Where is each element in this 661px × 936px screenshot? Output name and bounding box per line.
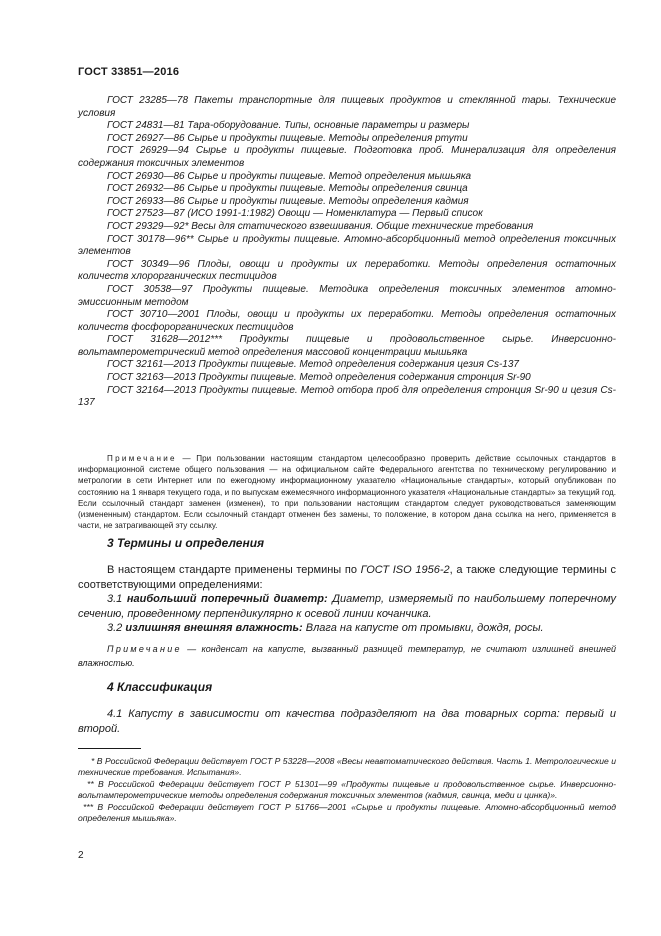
- footnote: * В Российской Федерации действует ГОСТ Р 53228—2008 «Весы неавтоматического действия. Часть 1. Метрологические и технические требования. Испытания».: [78, 756, 616, 778]
- section-3-intro: [78, 563, 616, 592]
- reference-item: ГОСТ 30349—96 Плоды, овощи и продукты их переработки. Методы определения остаточных количеств хлорорганических пестицидов: [78, 258, 616, 283]
- clause-4-1: 4.1 Капусту в зависимости от качества подразделяют на два товарных сорта: первый и второй.: [78, 708, 616, 735]
- footnote: ** В Российской Федерации действует ГОСТ Р 51301—99 «Продукты пищевые и продовольственное сырье. Инверсионно-вольтамперометрические методы определения содержания токсичных элементов (кадмия, свинца, меди и цинка)».: [78, 778, 616, 801]
- term-number: 3.2: [107, 622, 126, 634]
- reference-item: ГОСТ 30538—97 Продукты пищевые. Методика определения токсичных элементов атомно-эмиссионным методом: [78, 283, 616, 308]
- section-3-body: [78, 563, 616, 636]
- document-header: ГОСТ 33851—2016: [78, 66, 180, 78]
- references-note: [78, 453, 616, 531]
- reference-item: ГОСТ 29329—92* Весы для статического взвешивания. Общие технические требования: [107, 220, 534, 232]
- section-4-heading: 4 Классификация: [107, 680, 213, 694]
- reference-item: ГОСТ 32163—2013 Продукты пищевые. Метод определения содержания стронция Sr-90: [107, 372, 531, 384]
- reference-item: ГОСТ 26927—86 Сырье и продукты пищевые. Методы определения ртути: [107, 132, 468, 144]
- note-text: — При пользовании настоящим стандартом целесообразно проверить действие ссылочных стандартов в информационной системе общего пользования — на официальном сайте Федерального агентства по техническому регулированию и метрологии в сети Интернет или по ежегодному информационному указателю «Национальные стандарты», который опубликован по состоянию на 1 января текущего года, и по выпускам ежемесячного информационного указателя «Национальные стандарты» за текущий год. Если ссылочный стандарт заменен (изменен), то при пользовании настоящим стандартом следует руководствоваться заменяющим (измененным) стандартом. Если ссылочный стандарт отменен без замены, то положение, в котором дана ссылка на него, применяется в части, не затрагивающей эту ссылку.: [78, 454, 616, 531]
- footnote: *** В Российской Федерации действует ГОСТ Р 51766—2001 «Сырье и продукты пищевые. Атомно-абсорбционный метод определения мышьяка».: [78, 801, 616, 824]
- normative-references-list: [78, 95, 616, 410]
- intro-text: В настоящем стандарте применены термины по: [107, 564, 361, 576]
- reference-item: ГОСТ 27523—87 (ИСО 1991-1:1982) Овощи — Номенклатура — Первый список: [107, 208, 483, 220]
- term-number: 3.1: [107, 593, 127, 605]
- term-definition: Влага на капусте от промывки, дождя, росы.: [302, 622, 544, 634]
- note-label: Примечание: [107, 454, 177, 463]
- footnote-separator: [78, 748, 141, 749]
- footnotes: [78, 756, 616, 825]
- reference-item: ГОСТ 32164—2013 Продукты пищевые. Метод отбора проб для определения стронция Sr-90 и цезия Cs-137: [78, 384, 616, 409]
- note-text: — конденсат на капусте, вызванный разницей температур, не считают излишней внешней влажностью.: [78, 644, 616, 668]
- reference-item: ГОСТ 23285—78 Пакеты транспортные для пищевых продуктов и стеклянной тары. Технические условия: [78, 95, 616, 119]
- term-3-1: [78, 592, 616, 621]
- terms-note: [78, 642, 616, 670]
- term-name: излишняя внешняя влажность:: [125, 622, 303, 634]
- intro-text-end: , а также следующие термины с соответствующими определениями:: [78, 564, 617, 591]
- term-name: наибольший поперечный диаметр:: [126, 593, 328, 605]
- reference-item: ГОСТ 32161—2013 Продукты пищевые. Метод определения содержания цезия Cs-137: [107, 359, 519, 371]
- intro-reference: ГОСТ ISO 1956-2: [360, 564, 450, 576]
- reference-item: ГОСТ 26930—86 Сырье и продукты пищевые. Метод определения мышьяка: [107, 170, 472, 182]
- reference-item: ГОСТ 26933—86 Сырье и продукты пищевые. Методы определения кадмия: [107, 195, 469, 207]
- section-3-heading: 3 Термины и определения: [107, 536, 265, 550]
- note-label: Примечание: [107, 644, 182, 654]
- reference-item: ГОСТ 30178—96** Сырье и продукты пищевые. Атомно-абсорбционный метод определения токсичных элементов: [78, 233, 616, 258]
- reference-item: ГОСТ 26929—94 Сырье и продукты пищевые. Подготовка проб. Минерализация для определения содержания токсичных элементов: [78, 145, 616, 169]
- reference-item: ГОСТ 30710—2001 Плоды, овощи и продукты их переработки. Методы определения остаточных количеств фосфорорганических пестицидов: [78, 309, 616, 333]
- reference-item: ГОСТ 31628—2012*** Продукты пищевые и продовольственное сырье. Инверсионно-вольтамперометрический метод определения массовой концентрации мышьяка: [78, 334, 616, 358]
- reference-item: ГОСТ 26932—86 Сырье и продукты пищевые. Методы определения свинца: [107, 183, 468, 195]
- term-definition: Диаметр, измеряемый по наибольшему поперечному сечению, проведенному перпендикулярно к осевой линии кочанчика.: [78, 593, 616, 620]
- section-4-body: [78, 707, 616, 736]
- reference-item: ГОСТ 24831—81 Тара-оборудование. Типы, основные параметры и размеры: [107, 120, 470, 132]
- page-number: 2: [78, 850, 84, 861]
- term-3-2: [78, 621, 616, 636]
